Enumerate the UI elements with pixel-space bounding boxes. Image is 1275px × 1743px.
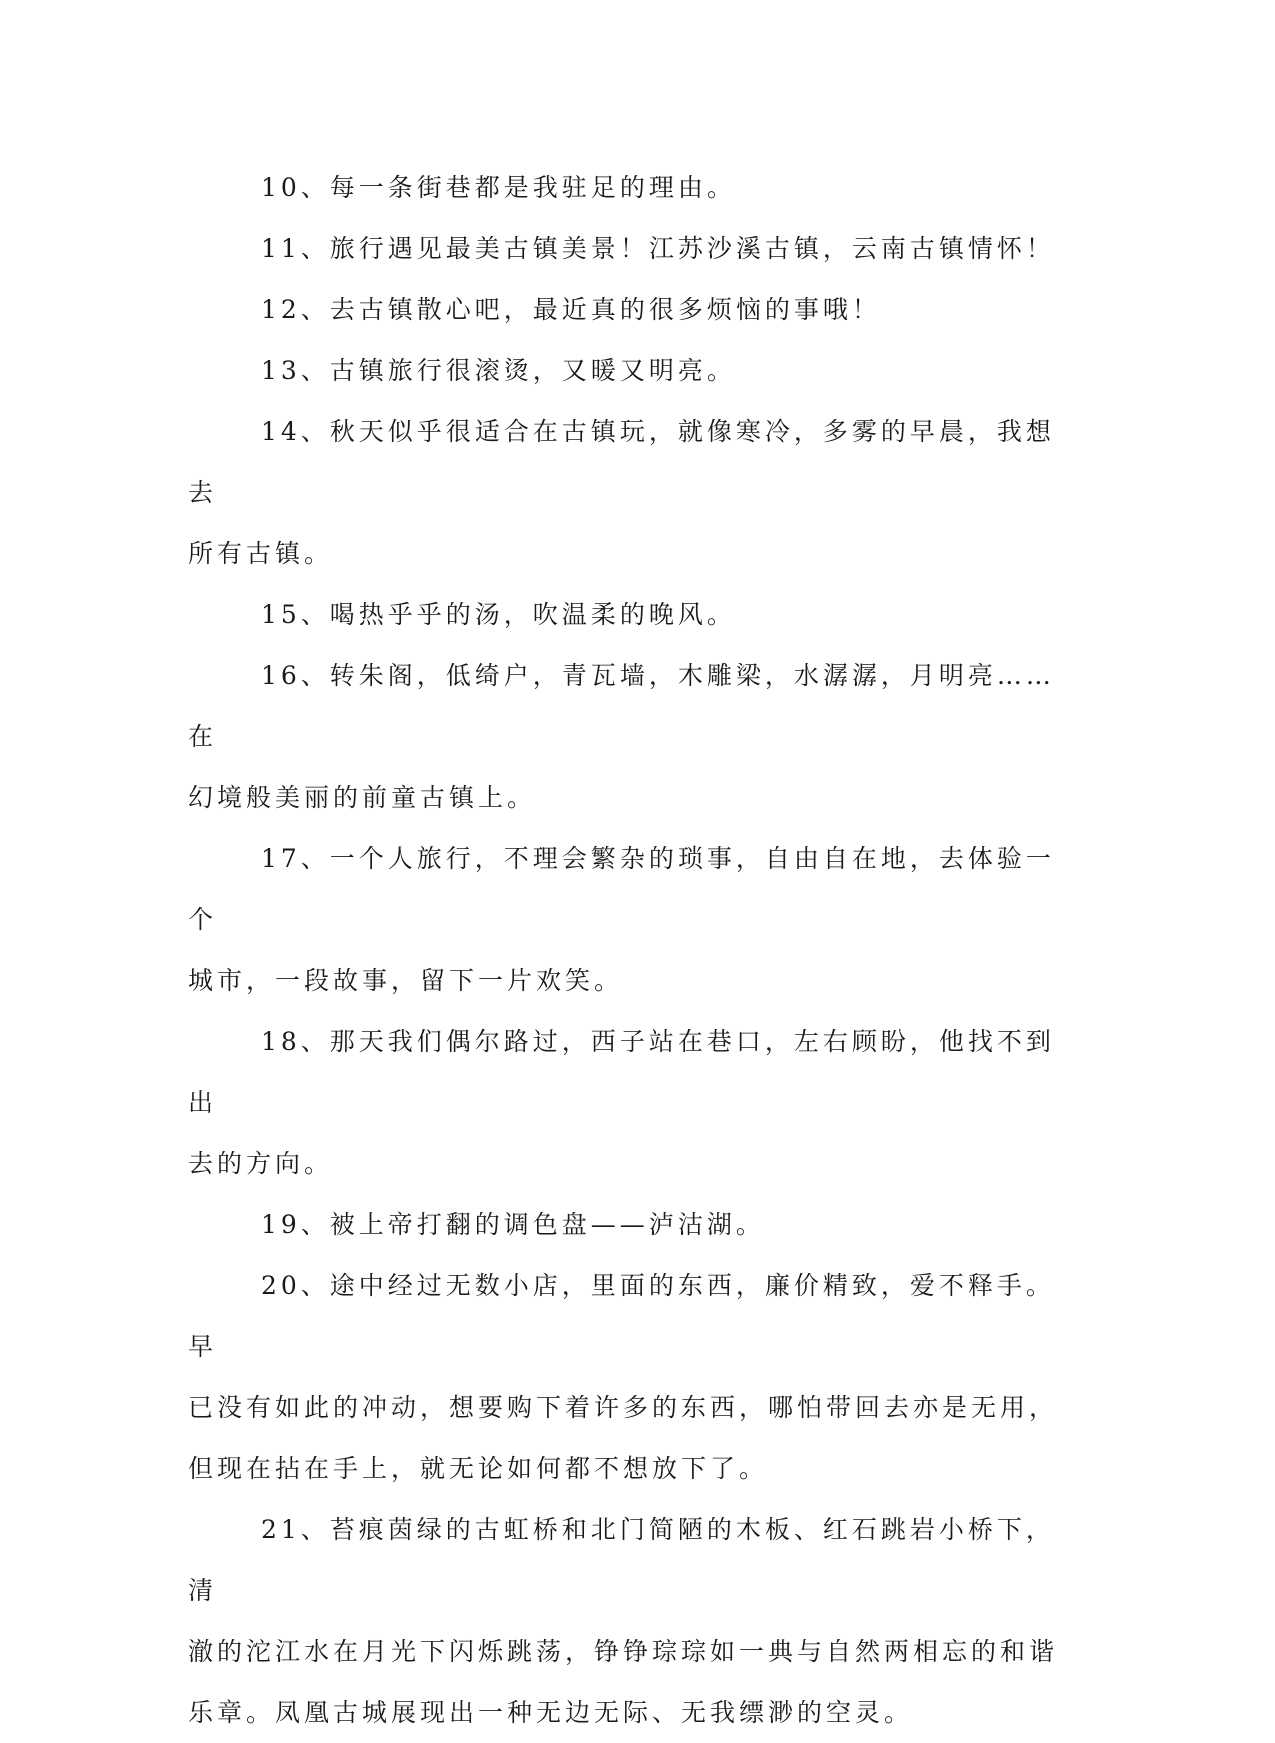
paragraph-line: 幻境般美丽的前童古镇上。 <box>188 783 537 812</box>
paragraph-line: 17、一个人旅行，不理会繁杂的琐事，自由自在地，去体验一个 <box>188 844 1055 934</box>
paragraph-line: 14、秋天似乎很适合在古镇玩，就像寒冷，多雾的早晨，我想去 <box>188 417 1055 507</box>
paragraph-line: 16、转朱阁，低绮户，青瓦墙，木雕梁，水潺潺，月明亮……在 <box>188 661 1055 751</box>
paragraph-line: 12、去古镇散心吧，最近真的很多烦恼的事哦！ <box>261 295 881 324</box>
paragraph-19 <box>188 1194 1068 1255</box>
paragraph-line: 澈的沱江水在月光下闪烁跳荡，铮铮琮琮如一典与自然两相忘的和谐 <box>188 1637 1059 1666</box>
paragraph-line: 19、被上帝打翻的调色盘——泸沽湖。 <box>261 1210 765 1239</box>
paragraph-line: 10、每一条街巷都是我驻足的理由。 <box>261 173 736 202</box>
paragraph-line: 13、古镇旅行很滚烫，又暖又明亮。 <box>261 356 736 385</box>
paragraph-11 <box>188 218 1068 279</box>
paragraph-line: 所有古镇。 <box>188 539 334 568</box>
paragraph-10 <box>188 157 1068 218</box>
text-body <box>188 157 1068 1743</box>
paragraph-17 <box>188 828 1068 1011</box>
paragraph-line: 但现在拈在手上，就无论如何都不想放下了。 <box>188 1454 769 1483</box>
paragraph-line: 18、那天我们偶尔路过，西子站在巷口，左右顾盼，他找不到出 <box>188 1027 1055 1117</box>
paragraph-13 <box>188 340 1068 401</box>
paragraph-15 <box>188 584 1068 645</box>
paragraph-16 <box>188 645 1068 828</box>
paragraph-line: 去的方向。 <box>188 1149 334 1178</box>
paragraph-line: 11、旅行遇见最美古镇美景！江苏沙溪古镇，云南古镇情怀！ <box>261 234 1055 263</box>
paragraph-14 <box>188 401 1068 584</box>
paragraph-12 <box>188 279 1068 340</box>
paragraph-line: 21、苔痕茵绿的古虹桥和北门简陋的木板、红石跳岩小桥下，清 <box>188 1515 1055 1605</box>
paragraph-line: 已没有如此的冲动，想要购下着许多的东西，哪怕带回去亦是无用， <box>188 1393 1059 1422</box>
paragraph-20 <box>188 1255 1068 1499</box>
paragraph-line: 乐章。凤凰古城展现出一种无边无际、无我缥渺的空灵。 <box>188 1698 914 1727</box>
paragraph-line: 15、喝热乎乎的汤，吹温柔的晚风。 <box>261 600 736 629</box>
paragraph-18 <box>188 1011 1068 1194</box>
paragraph-line: 城市，一段故事，留下一片欢笑。 <box>188 966 624 995</box>
paragraph-21 <box>188 1499 1068 1743</box>
paragraph-line: 20、途中经过无数小店，里面的东西，廉价精致，爱不释手。早 <box>188 1271 1055 1361</box>
